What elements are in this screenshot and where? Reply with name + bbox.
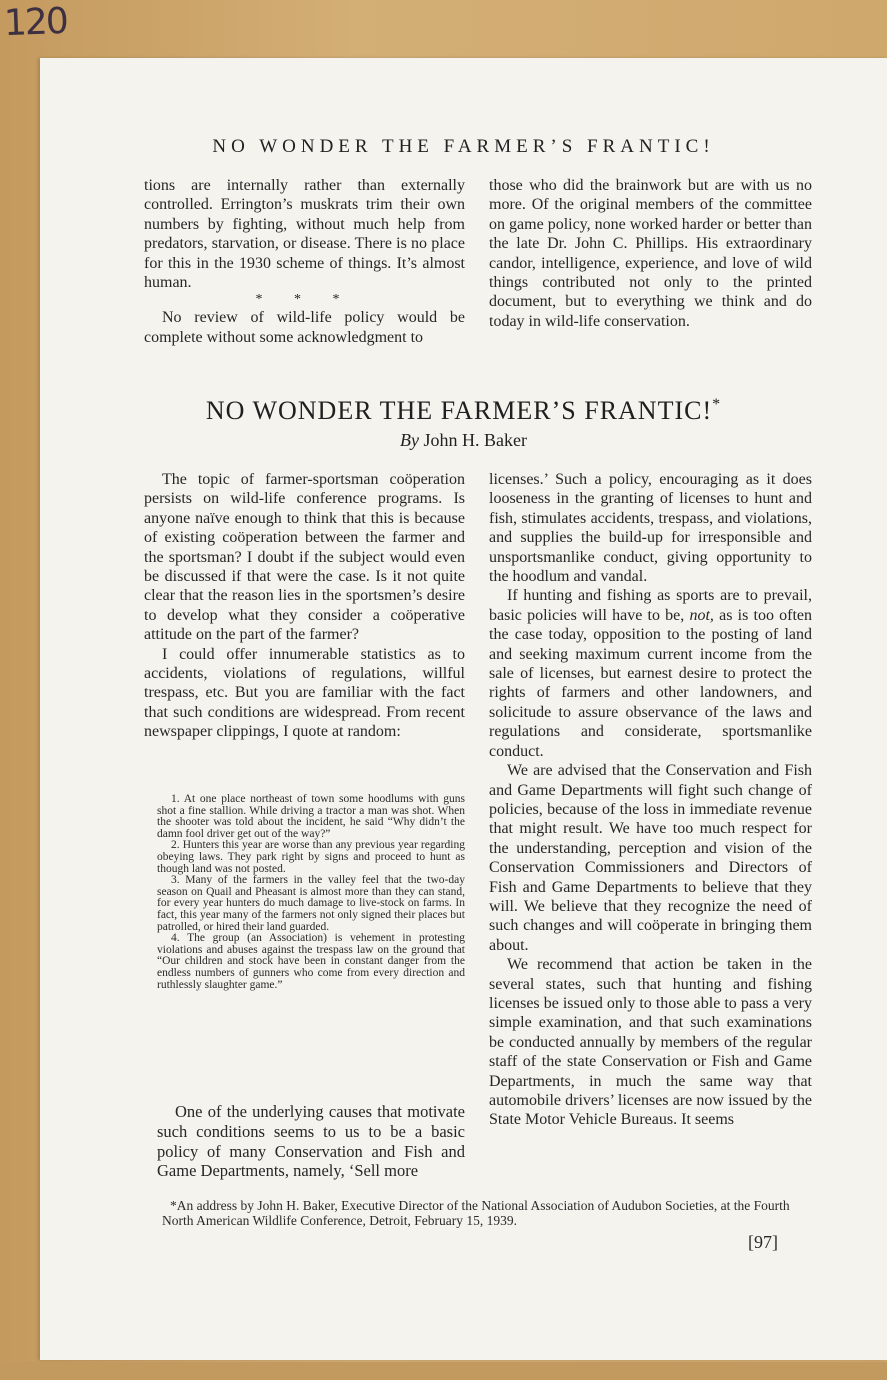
prev-left-paragraph: tions are internally rather than externally controlled. Errington’s muskrats trim their own numbers by fighting, without much help from predators, starvation, or disease. There is no place for this in the 1930 scheme of things. It’s almost human.	[144, 177, 465, 292]
printed-sheet	[40, 58, 887, 1360]
article-title-text: NO WONDER THE FARMER’S FRANTIC!	[205, 396, 713, 425]
article-paragraph: The topic of farmer-sportsman coöperation persists on wild-life conference programs. Is anyone naïve enough to think that this is because of existing coöperation between the farmer and the sportsman? I doubt if the subject would even be discussed if that were the case. Is it not quite clear that the reason lies in the sportsmen’s desire to develop what they consider a coöperative attitude on the part of the farmer?	[144, 471, 465, 644]
footnote-marker: *	[712, 396, 722, 413]
article-left-column-bottom	[157, 1102, 465, 1181]
prev-right-paragraph: those who did the brainwork but are with us no more. Of the original members of the committee on game policy, none worked harder or better than the late Dr. John C. Phillips. His extraordinary candor, intelligence, experience, and love of wild things contributed not only to the printed document, but to everything we think and do today in wild-life conservation.	[489, 177, 812, 330]
quote-item: 1. At one place northeast of town some hoodlums with guns shot a fine stallion. While driving a tractor a man was shot. When the shooter was told about the incident, he said “Why didn’t the damn fool driver get out of the way?”	[157, 793, 465, 840]
article-paragraph: We are advised that the Conservation and Fish and Game Departments will fight such change of policies, because of the loss in immediate revenue that might result. We have too much respect for the understanding, perception and vision of the Conservation Commissioners and Directors of Fish and Game Departments to believe that they will. We believe that they recognize the need of such changes and will coöperate in bringing them about.	[489, 762, 812, 954]
prev-left-paragraph-2: No review of wild-life policy would be complete without some acknowledgment to	[144, 309, 465, 346]
paragraph-part: as is too often the case today, opposition to the posting of land and seeking maximum current income from the sale of licenses, but earnest desire to protect the rights of farmers and other landowners, and solicitude to assure observance of the laws and regulations and considerate, sportsmanlike conduct.	[489, 606, 813, 760]
footnote	[162, 1198, 812, 1228]
article-left-column	[144, 470, 465, 742]
article-right-column	[489, 470, 812, 1130]
emphasis-not: not,	[689, 606, 714, 624]
quote-item: 2. Hunters this year are worse than any previous year regarding obeying laws. They park right by signs and proceed to hunt as though land was not posted.	[157, 839, 465, 875]
handwritten-page-number: 120	[3, 0, 68, 45]
article-paragraph: One of the underlying causes that motivate such conditions seems to us to be a basic policy of many Conservation and Fish and Game Departments, namely, ‘Sell more	[157, 1102, 465, 1181]
folio-page-number: [97]	[748, 1232, 778, 1252]
footnote-text: *An address by John H. Baker, Executive Director of the National Association of Audubon Societies, at the Fourth North American Wildlife Conference, Detroit, February 15, 1939.	[162, 1198, 790, 1228]
byline-author: John H. Baker	[423, 430, 527, 450]
article-paragraph	[489, 586, 812, 761]
byline-by: By	[400, 430, 419, 450]
quoted-clippings	[157, 794, 465, 991]
byline	[40, 430, 887, 451]
article-paragraph: We recommend that action be taken in the several states, such that hunting and fishing licenses be issued only to those able to pass a very simple examination, and that such examinations be conducted annually by members of the regular staff of the state Conservation or Fish and Game Departments, in much the same way that automobile drivers’ licenses are now issued by the State Motor Vehicle Bureaus. It seems	[489, 956, 812, 1129]
article-paragraph: licenses.’ Such a policy, encouraging as it does looseness in the granting of licenses to hunt and fish, stimulates accidents, trespass, and violations, and supplies the build-up for irresponsible and unsportsmanlike conduct, giving opportunity to the hoodlum and vandal.	[489, 471, 812, 586]
quote-item: 4. The group (an Association) is vehement in protesting violations and abuses against the trespass law on the ground that “Our children and stock have been in constant danger from the endless numbers of gunners who come from every direction and ruthlessly slaughter game.”	[157, 932, 465, 991]
article-paragraph: I could offer innumerable statistics as to accidents, violations of regulations, willful trespass, etc. But you are familiar with the fact that such conditions are widespread. From recent newspaper clippings, I quote at random:	[144, 645, 465, 741]
prev-article-right-column	[489, 176, 812, 331]
prev-article-left-column	[144, 176, 465, 347]
article-title	[40, 396, 887, 426]
running-head: NO WONDER THE FARMER’S FRANTIC!	[212, 136, 715, 157]
scrapbook-bottom-edge	[0, 1362, 887, 1380]
quote-item: 3. Many of the farmers in the valley feel that the two-day season on Quail and Pheasant is almost more than they can stand, for every year hunters do much damage to live-stock on farms. In fact, this year many of the farmers not only signed their places but patrolled, or hired their land guarded.	[157, 874, 465, 933]
paragraph-part: If hunting and fishing as sports are to prevail, basic policies will have to be,	[489, 587, 812, 624]
section-separator: * * *	[255, 292, 354, 308]
